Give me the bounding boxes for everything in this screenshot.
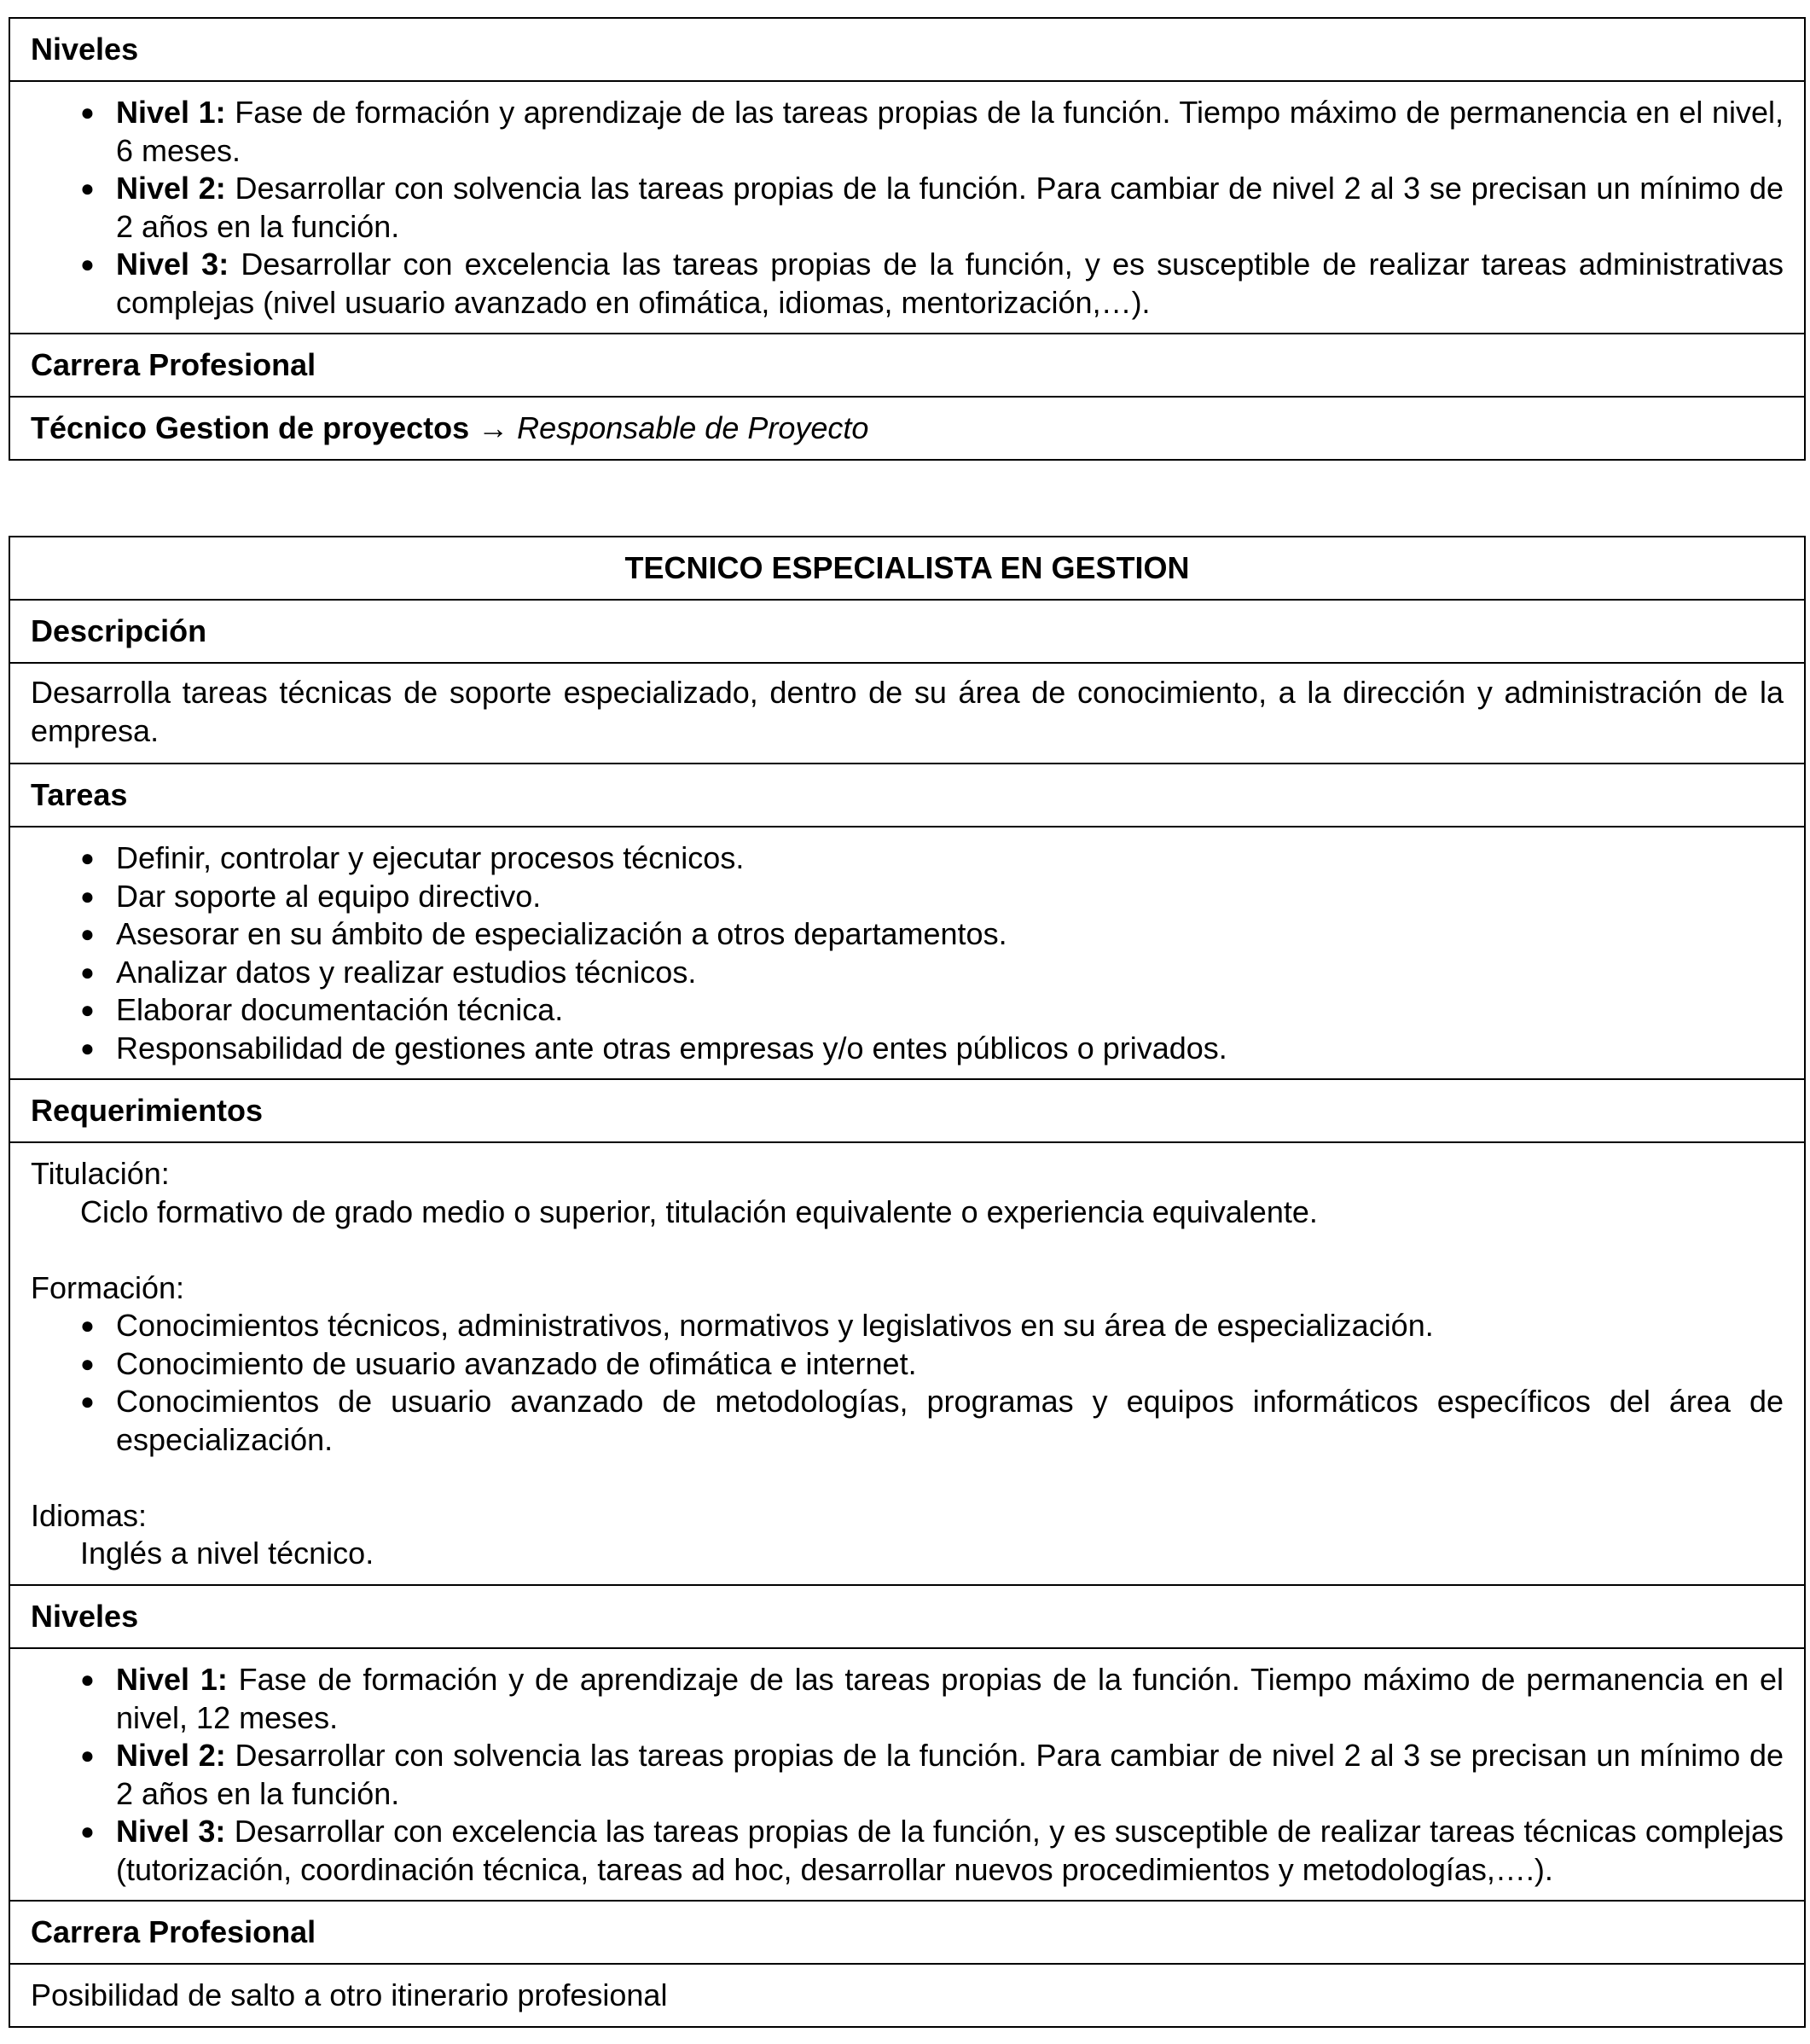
descripcion-header: Descripción — [31, 613, 207, 648]
requerimientos-header: Requerimientos — [31, 1092, 264, 1128]
formacion-item: ● Conocimiento de usuario avanzado de ofimática e internet. — [116, 1345, 1784, 1384]
tareas-content — [10, 827, 1804, 1080]
carrera-header: Carrera Profesional — [31, 346, 316, 382]
nivel-item — [116, 170, 1784, 246]
title-row — [10, 537, 1804, 601]
nivel-item — [116, 1813, 1784, 1889]
requerimientos-header-row — [10, 1080, 1804, 1143]
nivel-text: Fase de formación y de aprendizaje de las tareas propias de la función. Tiempo máximo de permanencia en el nivel, 12 meses. — [116, 1662, 1784, 1735]
descripcion-header-row — [10, 601, 1804, 664]
job-table-1 — [9, 17, 1806, 461]
tarea-item: ● Dar soporte al equipo directivo. — [116, 878, 1784, 916]
niveles-header-row — [10, 1586, 1804, 1649]
nivel-text: Desarrollar con excelencia las tareas propias de la función, y es susceptible de realizar tareas administrativas complejas (nivel usuario avanzado en ofimática, idiomas, mentorización,…). — [116, 247, 1784, 320]
nivel-label: Nivel 3: — [116, 247, 229, 282]
nivel-label: Nivel 1: — [116, 95, 226, 130]
formacion-list — [31, 1307, 1784, 1459]
tareas-header-row — [10, 764, 1804, 827]
tarea-item: ● Responsabilidad de gestiones ante otras empresas y/o entes públicos o privados. — [116, 1030, 1784, 1068]
nivel-label: Nivel 2: — [116, 171, 226, 206]
niveles-content — [10, 82, 1804, 334]
niveles-list — [31, 1661, 1784, 1889]
descripcion-text: Desarrolla tareas técnicas de soporte especializado, dentro de su área de conocimiento, a la dirección y administración de la empresa. — [31, 675, 1784, 748]
nivel-text: Desarrollar con solvencia las tareas propias de la función. Para cambiar de nivel 2 al 3 se precisan un mínimo de 2 años en la función. — [116, 1738, 1784, 1811]
niveles-header: Niveles — [31, 31, 139, 67]
job-table-2 — [9, 536, 1806, 2028]
carrera-content — [10, 1965, 1804, 2026]
idiomas-label: Idiomas: — [31, 1497, 148, 1533]
titulacion-text: Ciclo formativo de grado medio o superior, titulación equivalente o experiencia equivalente. — [80, 1193, 1318, 1229]
carrera-header-row — [10, 1902, 1804, 1965]
idiomas-text: Inglés a nivel técnico. — [80, 1536, 374, 1571]
tarea-item: ● Definir, controlar y ejecutar procesos técnicos. — [116, 839, 1784, 878]
niveles-list — [31, 94, 1784, 322]
carrera-from: Técnico Gestion de proyectos — [31, 409, 470, 445]
carrera-content — [10, 398, 1804, 459]
nivel-item — [116, 246, 1784, 322]
formacion-label: Formación: — [31, 1269, 185, 1305]
nivel-label: Nivel 2: — [116, 1738, 226, 1773]
carrera-header: Carrera Profesional — [31, 1913, 316, 1949]
nivel-text: Desarrollar con solvencia las tareas propias de la función. Para cambiar de nivel 2 al 3 se precisan un mínimo de 2 años en la función. — [116, 171, 1784, 244]
nivel-text: Fase de formación y aprendizaje de las tareas propias de la función. Tiempo máximo de permanencia en el nivel, 6 meses. — [116, 95, 1784, 168]
nivel-item — [116, 1661, 1784, 1737]
nivel-text: Desarrollar con excelencia las tareas propias de la función, y es susceptible de realizar tareas técnicas complejas (tutorización, coordinación técnica, tareas ad hoc, desarrollar nuevos procedimientos y metodologías,….). — [116, 1814, 1784, 1887]
niveles-content — [10, 1649, 1804, 1902]
job-title: TECNICO ESPECIALISTA EN GESTION — [624, 549, 1190, 585]
tareas-list — [31, 839, 1784, 1067]
tarea-item: ● Analizar datos y realizar estudios técnicos. — [116, 954, 1784, 992]
titulacion-label: Titulación: — [31, 1156, 170, 1191]
formacion-item: ● Conocimientos técnicos, administrativos, normativos y legislativos en su área de especialización. — [116, 1307, 1784, 1345]
requerimientos-content — [10, 1143, 1804, 1586]
carrera-header-row — [10, 334, 1804, 398]
tarea-item: ● Asesorar en su ámbito de especialización a otros departamentos. — [116, 915, 1784, 954]
carrera-arrow: → — [478, 409, 509, 445]
nivel-label: Nivel 1: — [116, 1662, 228, 1697]
nivel-item — [116, 94, 1784, 170]
niveles-header: Niveles — [31, 1598, 139, 1634]
carrera-text: Posibilidad de salto a otro itinerario profesional — [31, 1977, 668, 2012]
formacion-item: ● Conocimientos de usuario avanzado de metodologías, programas y equipos informáticos específicos del área de especialización. — [116, 1383, 1784, 1459]
nivel-label: Nivel 3: — [116, 1814, 226, 1849]
tarea-item: ● Elaborar documentación técnica. — [116, 991, 1784, 1030]
carrera-to: Responsable de Proyecto — [517, 409, 869, 445]
descripcion-content — [10, 664, 1804, 764]
niveles-header-row — [10, 19, 1804, 82]
tareas-header: Tareas — [31, 776, 128, 812]
nivel-item — [116, 1737, 1784, 1813]
